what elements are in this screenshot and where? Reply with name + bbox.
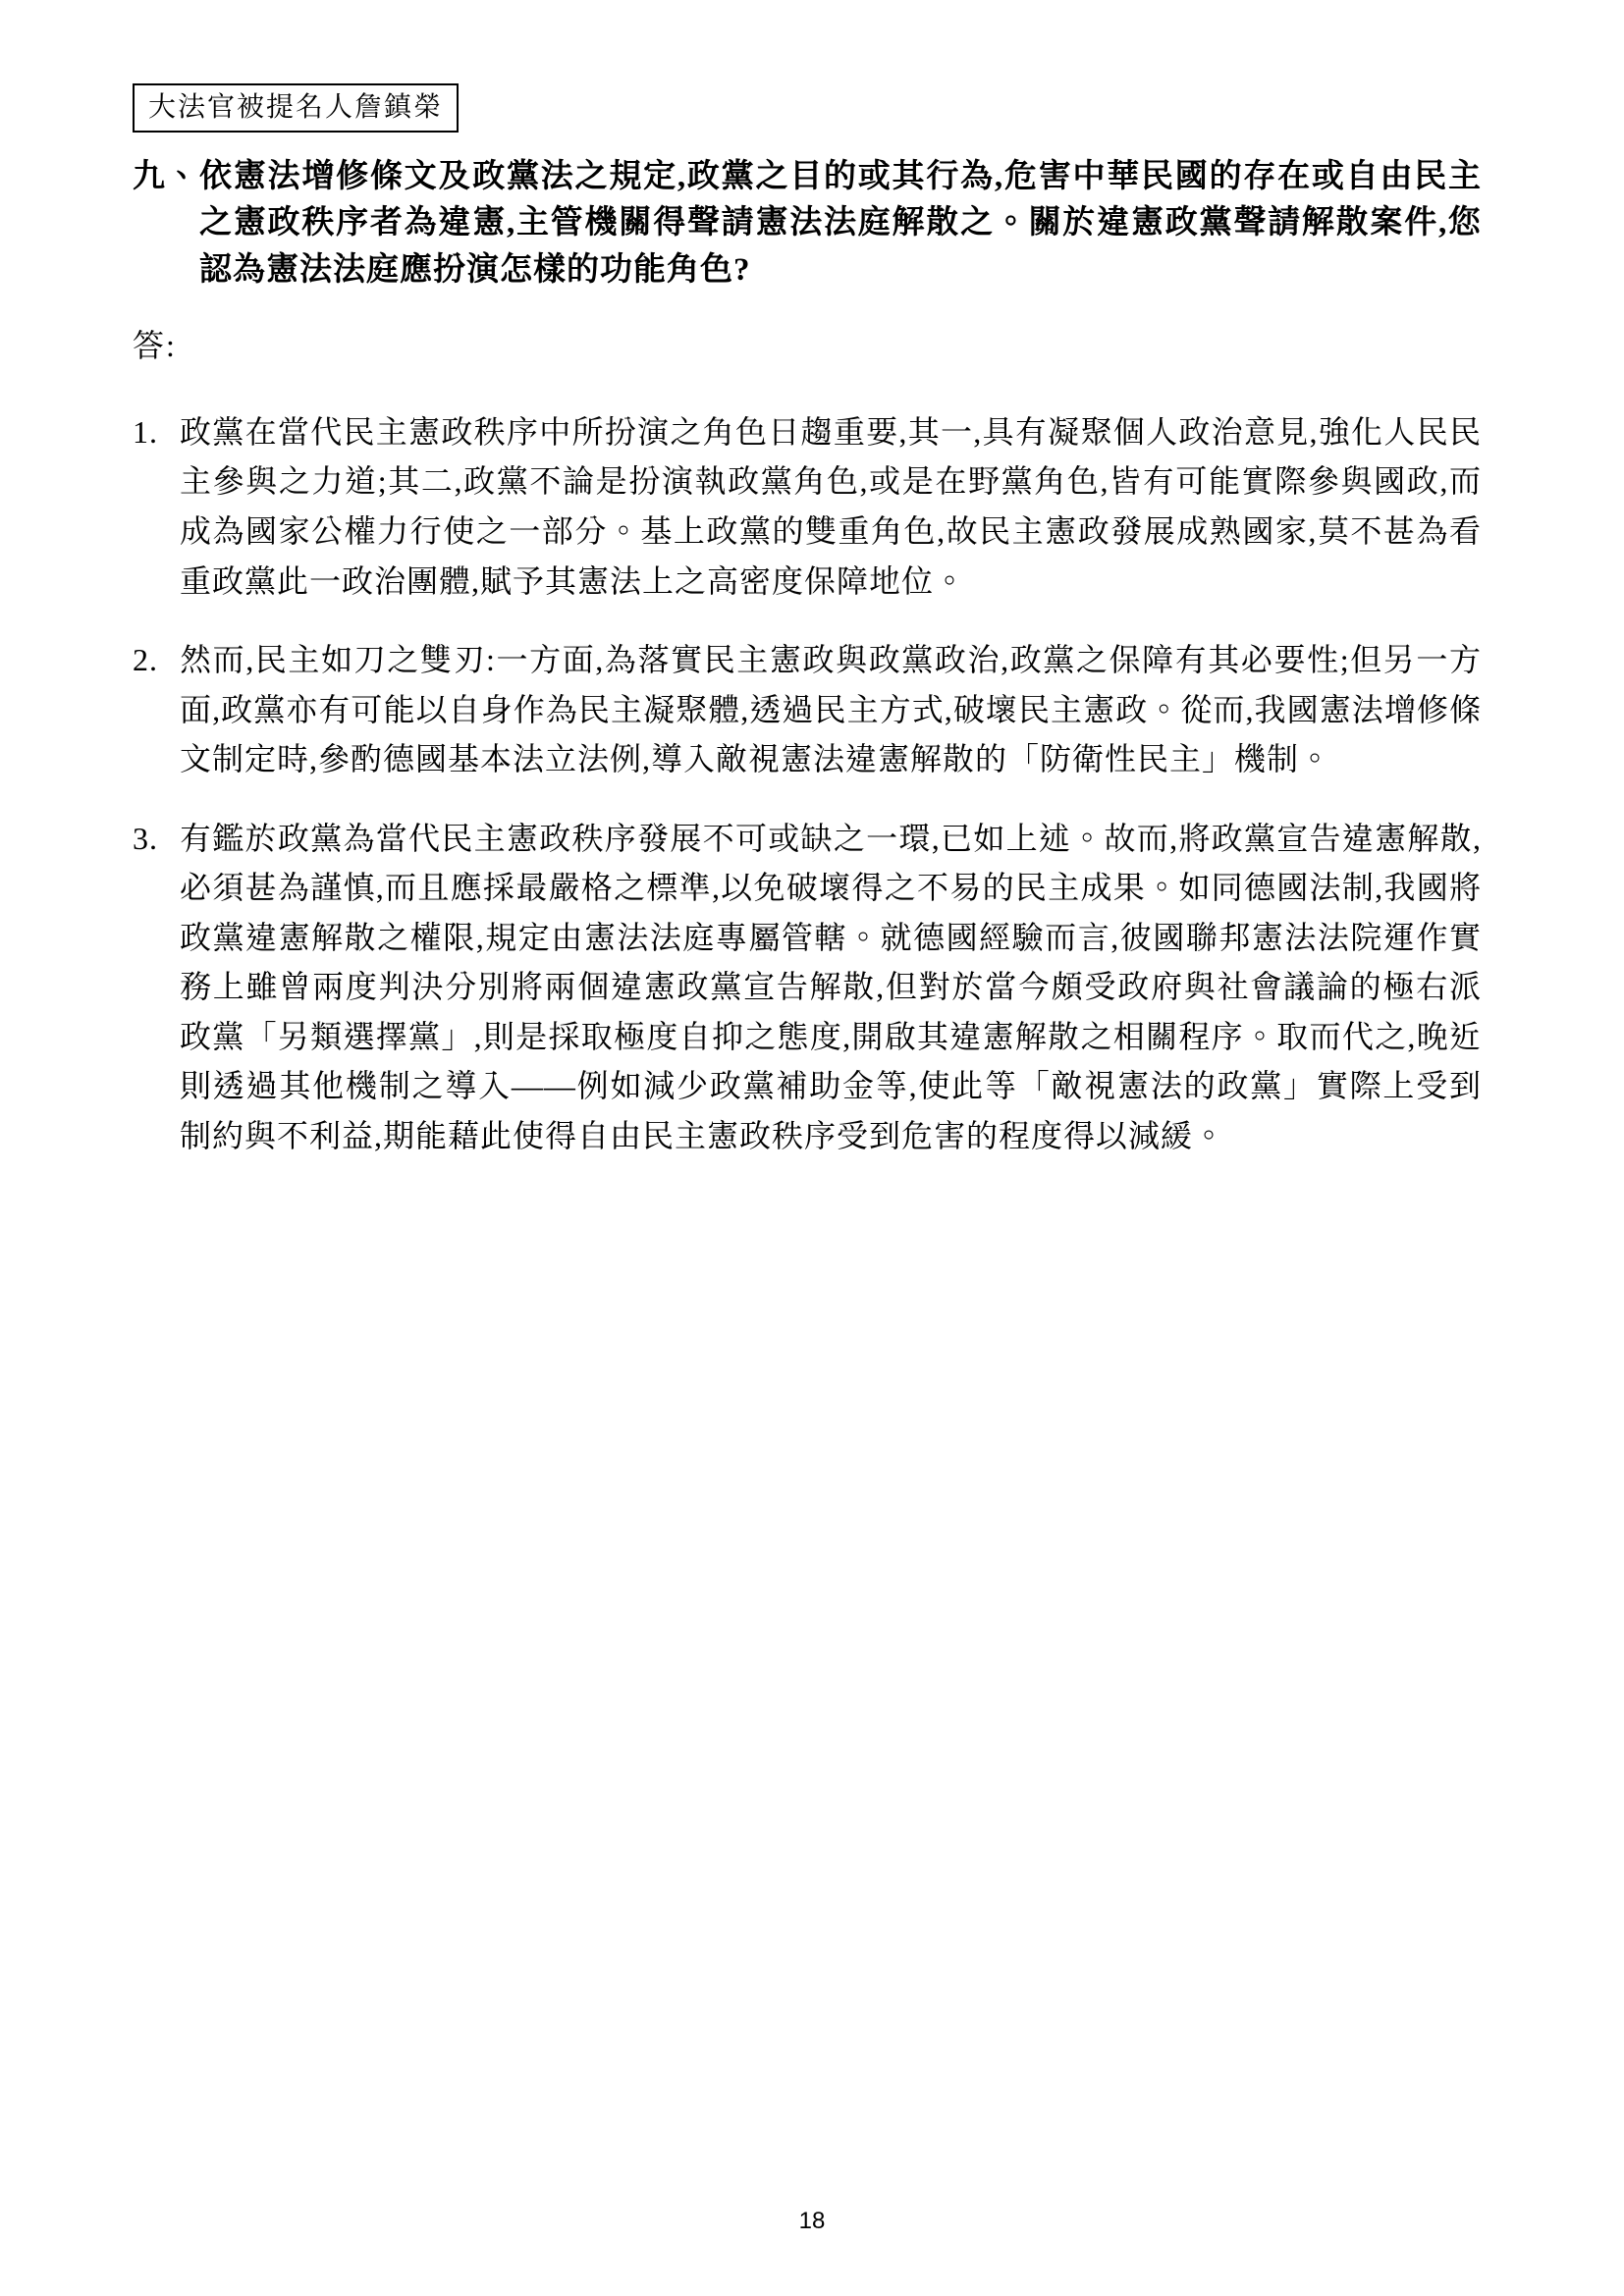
- answer-item-2: [133, 635, 1482, 784]
- page-number: 18: [798, 2208, 826, 2234]
- answer-item-3-number: 3.: [133, 820, 158, 856]
- question-text: 依憲法增修條文及政黨法之規定,政黨之目的或其行為,危害中華民國的存在或自由民主之憲政秩序者為違憲,主管機關得聲請憲法法庭解散之。關於違憲政黨聲請解散案件,您認為憲法法庭應扮演怎樣的功能角色?: [199, 158, 1482, 289]
- answer-item-1-text: 政黨在當代民主憲政秩序中所扮演之角色日趨重要,其一,具有凝聚個人政治意見,強化人民民主參與之力道;其二,政黨不論是扮演執政黨角色,或是在野黨角色,皆有可能實際參與國政,而成為國家公權力行使之一部分。基上政黨的雙重角色,故民主憲政發展成熟國家,莫不甚為看重政黨此一政治團體,賦予其憲法上之高密度保障地位。: [180, 413, 1482, 599]
- answer-item-3: [133, 814, 1482, 1161]
- nominee-header-box: [133, 83, 459, 133]
- answer-item-1-number: 1.: [133, 413, 158, 450]
- question-number: 九、: [133, 158, 199, 194]
- answer-item-3-text: 有鑑於政黨為當代民主憲政秩序發展不可或缺之一環,已如上述。故而,將政黨宣告違憲解散,必須甚為謹慎,而且應採最嚴格之標準,以免破壞得之不易的民主成果。如同德國法制,我國將政黨違憲解散之權限,規定由憲法法庭專屬管轄。就德國經驗而言,彼國聯邦憲法法院運作實務上雖曾兩度判決分別將兩個違憲政黨宣告解散,但對於當今頗受政府與社會議論的極右派政黨「另類選擇黨」,則是採取極度自抑之態度,開啟其違憲解散之相關程序。取而代之,晚近則透過其他機制之導入——例如減少政黨補助金等,使此等「敵視憲法的政黨」實際上受到制約與不利益,期能藉此使得自由民主憲政秩序受到危害的程度得以減緩。: [180, 820, 1482, 1154]
- answer-item-1: [133, 407, 1482, 606]
- answer-item-2-text: 然而,民主如刀之雙刃:一方面,為落實民主憲政與政黨政治,政黨之保障有其必要性;但另一方面,政黨亦有可能以自身作為民主凝聚體,透過民主方式,破壞民主憲政。從而,我國憲法增修條文制定時,參酌德國基本法立法例,導入敵視憲法違憲解散的「防衛性民主」機制。: [180, 642, 1482, 777]
- answer-item-2-number: 2.: [133, 642, 158, 678]
- question-paragraph: [133, 154, 1482, 295]
- nominee-name-label: 大法官被提名人詹鎮榮: [148, 92, 444, 123]
- answer-label: 答:: [133, 328, 177, 364]
